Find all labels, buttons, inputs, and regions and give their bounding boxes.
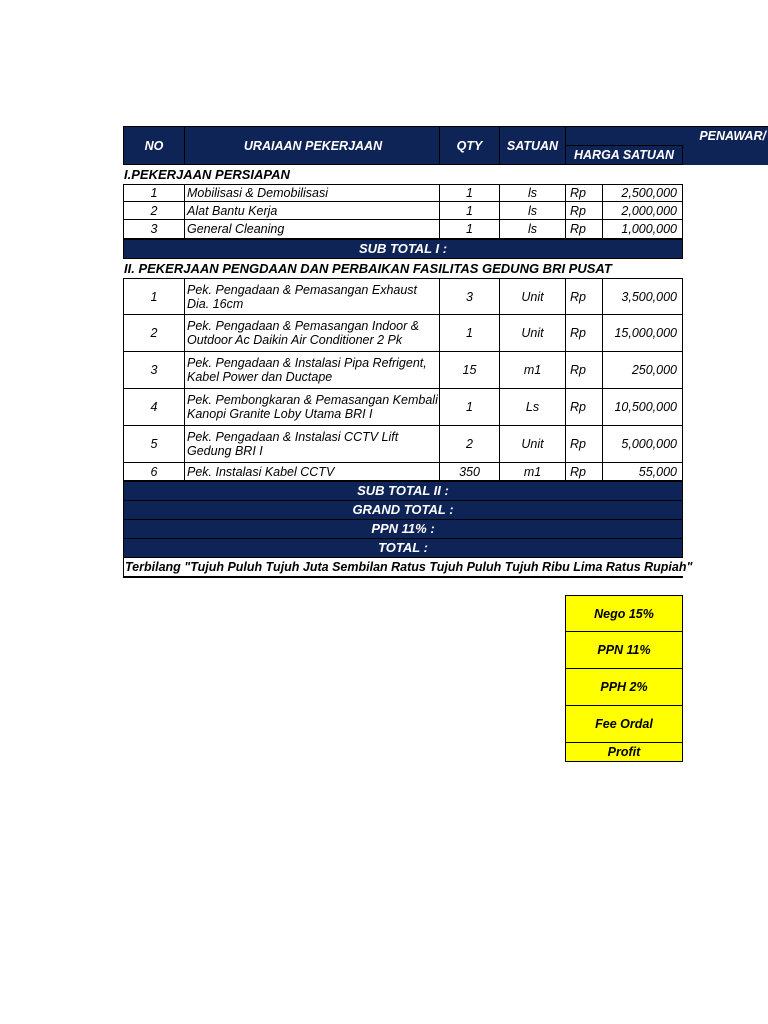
row-currency: Rp (566, 202, 603, 220)
section-1-title-row (123, 165, 683, 184)
row-description: Pek. Pengadaan & Pemasangan Exhaust Dia. 16cm (185, 278, 440, 315)
row-no: 3 (123, 220, 185, 239)
row-unit-price: 2,500,000 (603, 184, 683, 202)
row-currency: Rp (566, 463, 603, 481)
header-penawaran: PENAWAR/ (566, 126, 768, 145)
row-qty: 1 (440, 315, 500, 352)
row-unit-price: 10,500,000 (603, 389, 683, 426)
header-penawaran-group (566, 126, 768, 165)
row-currency: Rp (566, 352, 603, 389)
table-row (123, 389, 683, 426)
row-description: Alat Bantu Kerja (185, 202, 440, 220)
row-qty: 1 (440, 202, 500, 220)
row-unit-price: 1,000,000 (603, 220, 683, 239)
table-row (123, 352, 683, 389)
row-unit-price: 3,500,000 (603, 278, 683, 315)
row-description: Pek. Pengadaan & Pemasangan Indoor & Outdoor Ac Daikin Air Conditioner 2 Pk (185, 315, 440, 352)
row-currency: Rp (566, 315, 603, 352)
row-satuan: Unit (500, 278, 566, 315)
row-qty: 2 (440, 426, 500, 463)
grand-total-row (123, 501, 683, 520)
row-satuan: ls (500, 220, 566, 239)
row-currency: Rp (566, 389, 603, 426)
row-qty: 1 (440, 389, 500, 426)
table-row (123, 426, 683, 463)
summary-box-profit: Profit (565, 743, 683, 762)
header-description: URAIAAN PEKERJAAN (185, 126, 440, 165)
row-description: Mobilisasi & Demobilisasi (185, 184, 440, 202)
subtotal-1-label: SUB TOTAL I : (123, 239, 683, 259)
ppn-row (123, 520, 683, 539)
row-description: Pek. Pembongkaran & Pemasangan Kembali Kanopi Granite Loby Utama BRI I (185, 389, 440, 426)
row-no: 1 (123, 278, 185, 315)
row-qty: 350 (440, 463, 500, 481)
table-row (123, 184, 683, 202)
header-qty: QTY (440, 126, 500, 165)
row-currency: Rp (566, 184, 603, 202)
header-satuan: SATUAN (500, 126, 566, 165)
grand-total-label: GRAND TOTAL : (123, 501, 683, 520)
section-2-title: II. PEKERJAAN PENGDAAN DAN PERBAIKAN FASILITAS GEDUNG BRI PUSAT (124, 261, 612, 276)
header-no: NO (123, 126, 185, 165)
row-qty: 1 (440, 220, 500, 239)
row-unit-price: 250,000 (603, 352, 683, 389)
table-header (123, 126, 768, 165)
terbilang-text: Terbilang "Tujuh Puluh Tujuh Juta Sembilan Ratus Tujuh Puluh Tujuh Ribu Lima Ratus Rupiah" (125, 560, 693, 574)
summary-box-ppn: PPN 11% (565, 632, 683, 669)
section-2-title-row (123, 259, 683, 278)
row-satuan: Unit (500, 315, 566, 352)
subtotal-1-row (123, 239, 683, 259)
row-description: Pek. Pengadaan & Instalasi Pipa Refrigent, Kabel Power dan Ductape (185, 352, 440, 389)
row-unit-price: 5,000,000 (603, 426, 683, 463)
row-qty: 1 (440, 184, 500, 202)
row-satuan: Ls (500, 389, 566, 426)
summary-box-fee-ordal: Fee Ordal (565, 706, 683, 743)
total-label: TOTAL : (123, 539, 683, 558)
row-no: 3 (123, 352, 185, 389)
row-no: 4 (123, 389, 185, 426)
table-row (123, 315, 683, 352)
row-description: General Cleaning (185, 220, 440, 239)
header-filler (683, 145, 768, 165)
row-description: Pek. Instalasi Kabel CCTV (185, 463, 440, 481)
table-row (123, 278, 683, 315)
summary-box-nego: Nego 15% (565, 595, 683, 632)
row-satuan: Unit (500, 426, 566, 463)
row-currency: Rp (566, 426, 603, 463)
row-satuan: m1 (500, 352, 566, 389)
row-no: 1 (123, 184, 185, 202)
row-satuan: m1 (500, 463, 566, 481)
section-1-title: I.PEKERJAAN PERSIAPAN (124, 167, 290, 182)
summary-box-pph: PPH 2% (565, 669, 683, 706)
row-currency: Rp (566, 278, 603, 315)
row-satuan: ls (500, 202, 566, 220)
row-unit-price: 55,000 (603, 463, 683, 481)
row-satuan: ls (500, 184, 566, 202)
terbilang-row (123, 558, 693, 578)
subtotal-2-row (123, 481, 683, 501)
row-qty: 15 (440, 352, 500, 389)
row-description: Pek. Pengadaan & Instalasi CCTV Lift Gedung BRI I (185, 426, 440, 463)
subtotal-2-label: SUB TOTAL II : (123, 481, 683, 501)
table-row (123, 202, 683, 220)
row-no: 5 (123, 426, 185, 463)
header-harga-satuan: HARGA SATUAN (566, 145, 683, 165)
total-row (123, 539, 683, 558)
row-unit-price: 2,000,000 (603, 202, 683, 220)
table-row (123, 220, 683, 239)
row-no: 2 (123, 315, 185, 352)
row-unit-price: 15,000,000 (603, 315, 683, 352)
row-no: 6 (123, 463, 185, 481)
table-row (123, 463, 683, 481)
row-qty: 3 (440, 278, 500, 315)
row-currency: Rp (566, 220, 603, 239)
row-no: 2 (123, 202, 185, 220)
ppn-label: PPN 11% : (123, 520, 683, 539)
